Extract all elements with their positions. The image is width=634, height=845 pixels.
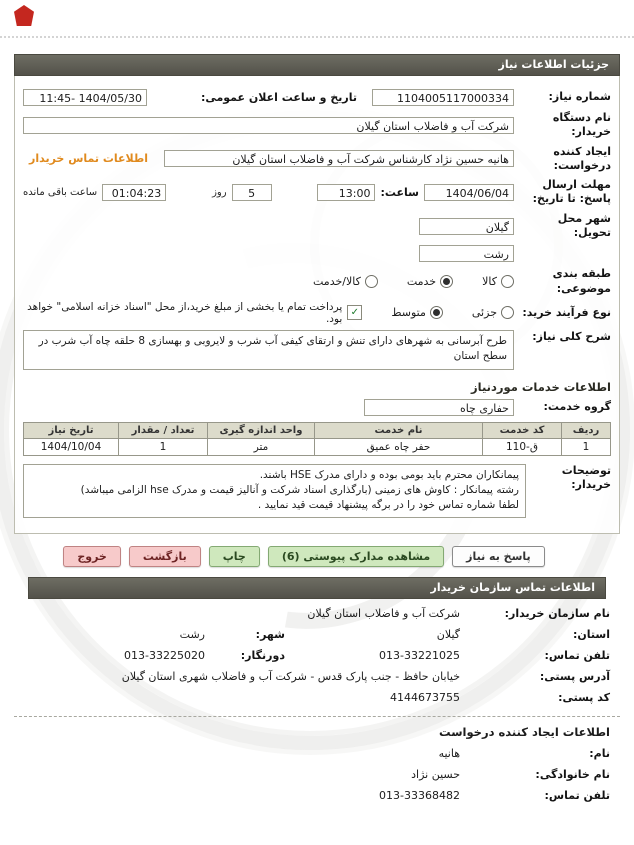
details-panel — [14, 76, 620, 534]
city-value: رشت — [179, 627, 205, 641]
radio-selected-icon — [430, 306, 443, 319]
announce-label: تاریخ و ساعت اعلان عمومی: — [200, 91, 357, 104]
row-last-name — [24, 768, 610, 781]
province-label: استان: — [573, 627, 610, 641]
row-deadline — [23, 178, 611, 207]
postal-code-label: کد پستی: — [558, 690, 610, 704]
city-label: شهر: — [255, 627, 285, 641]
exit-button[interactable]: خروج — [63, 546, 121, 567]
deadline-label: مهلت ارسال پاسخ: تا تاریخ: — [532, 178, 611, 206]
delivery-city-label: شهر محل تحویل: — [557, 211, 611, 240]
radio-goods-label: کالا — [482, 275, 497, 289]
col-code: کد خدمت — [483, 422, 562, 438]
row-province-city — [24, 628, 610, 641]
radio-medium[interactable] — [391, 306, 443, 319]
service-group-field[interactable]: حفاری چاه — [364, 399, 514, 416]
row-category — [23, 267, 611, 296]
col-quantity: تعداد / مقدار — [119, 422, 208, 438]
buyer-org-label: نام دستگاه خریدار: — [552, 111, 611, 139]
radio-goods-service-label: کالا/خدمت — [313, 275, 361, 289]
back-button[interactable]: بازگشت — [129, 546, 201, 567]
top-strip — [0, 0, 634, 38]
row-buyer-notes — [23, 464, 611, 518]
row-description — [23, 330, 611, 370]
cell-quantity: 1 — [119, 438, 208, 455]
creator-section-title: اطلاعات ایجاد کننده درخواست — [439, 724, 610, 739]
radio-icon — [365, 275, 378, 288]
action-buttons — [14, 546, 594, 567]
postal-code-value: 4144673755 — [390, 690, 460, 704]
radio-medium-label: متوسط — [391, 306, 426, 320]
note-line: پیمانکاران محترم باید بومی بوده و دارای مدرک HSE باشند. — [259, 468, 519, 481]
service-group-label: گروه خدمت: — [543, 400, 611, 414]
delivery-province-field[interactable]: گیلان — [419, 218, 514, 235]
buyer-contact-link[interactable]: اطلاعات تماس خریدار — [29, 152, 149, 166]
phone-label: تلفن تماس: — [544, 648, 610, 662]
treasury-checkbox[interactable] — [347, 305, 362, 320]
address-label: آدرس پستی: — [539, 669, 610, 683]
row-request-creator — [23, 145, 611, 174]
buyer-notes-field[interactable] — [23, 464, 526, 518]
row-address — [24, 670, 610, 683]
remaining-time-field[interactable]: 01:04:23 — [102, 184, 166, 201]
radio-goods[interactable] — [482, 275, 514, 288]
row-need-number — [23, 89, 611, 106]
cell-row: 1 — [562, 438, 611, 455]
request-creator-label: ایجاد کننده درخواست: — [553, 144, 611, 172]
deadline-time-field[interactable]: 13:00 — [317, 184, 375, 201]
section-title: جزئیات اطلاعات نیاز — [498, 58, 609, 71]
cell-date: 1404/10/04 — [24, 438, 119, 455]
address-value: خیابان حافظ - جنب پارک قدس - شرکت آب و فاضلاب شهری استان گیلان — [121, 669, 460, 683]
print-button[interactable]: چاپ — [209, 546, 260, 567]
creator-phone-value: 013-33368482 — [379, 788, 460, 802]
org-name-label: نام سازمان خریدار: — [504, 606, 610, 620]
radio-icon — [501, 275, 514, 288]
radio-selected-icon — [440, 275, 453, 288]
col-row: ردیف — [562, 422, 611, 438]
setad-logo-icon — [14, 5, 34, 26]
phone-value: 013-33221025 — [379, 648, 460, 662]
buyer-org-field[interactable]: شرکت آب و فاضلاب استان گیلان — [23, 117, 514, 134]
row-first-name — [24, 747, 610, 760]
creator-phone-label: تلفن تماس: — [544, 788, 610, 802]
section-header-details — [14, 54, 620, 76]
category-label: طبقه بندی موضوعی: — [552, 267, 611, 295]
divider — [14, 716, 620, 717]
remaining-days-label: روز — [212, 186, 227, 198]
fax-value: 013-33225020 — [124, 648, 205, 662]
first-name-value: هانیه — [438, 746, 460, 760]
process-type-label: نوع فرآیند خرید: — [522, 305, 611, 319]
fax-label: دورنگار: — [240, 648, 285, 662]
remaining-time-label: ساعت باقی مانده — [23, 186, 98, 198]
row-org-name — [24, 607, 610, 620]
row-service-group — [23, 399, 611, 416]
remaining-days-field[interactable]: 5 — [232, 184, 272, 201]
check-icon: ✓ — [350, 306, 360, 318]
row-phone-fax — [24, 649, 610, 662]
buyer-notes-label: توضیحات خریدار: — [561, 463, 611, 492]
radio-minor[interactable] — [472, 306, 514, 319]
last-name-value: حسین نژاد — [411, 767, 460, 781]
org-name-value: شرکت آب و فاضلاب استان گیلان — [307, 606, 460, 620]
row-process-type — [23, 301, 611, 325]
services-section-title: اطلاعات خدمات موردنیاز — [471, 379, 611, 394]
respond-button[interactable]: پاسخ به نیاز — [452, 546, 545, 567]
col-date: تاریخ نیاز — [24, 422, 119, 438]
province-value: گیلان — [436, 627, 460, 641]
attachments-button[interactable]: مشاهده مدارک پیوستی (6) — [268, 546, 444, 567]
delivery-city-field[interactable]: رشت — [419, 245, 514, 262]
first-name-label: نام: — [589, 746, 610, 760]
need-number-field[interactable]: 1104005117000334 — [372, 89, 514, 106]
cell-name: حفر چاه عمیق — [315, 438, 483, 455]
treasury-note: پرداخت تمام یا بخشی از مبلغ خرید،از محل "اسناد خزانه اسلامی" خواهد بود. — [27, 300, 343, 325]
row-buyer-org — [23, 111, 611, 140]
description-label: شرح کلی نیاز: — [532, 329, 611, 343]
row-delivery-city — [23, 245, 611, 262]
cell-unit: متر — [208, 438, 315, 455]
col-unit: واحد اندازه گیری — [208, 422, 315, 438]
section-header-buyer-contact — [28, 577, 606, 599]
deadline-date-field[interactable]: 1404/06/04 — [424, 184, 514, 201]
note-line: رشته پیمانکار : کاوش های زمینی (بارگذاری اسناد شرکت و آنالیز قیمت و مدرک hse الزامی میباشد) — [80, 483, 519, 496]
announce-datetime-field[interactable]: 1404/05/30 -11:45 — [23, 89, 147, 106]
col-name: نام خدمت — [315, 422, 483, 438]
last-name-label: نام خانوادگی: — [535, 767, 610, 781]
row-delivery-province — [23, 212, 611, 241]
radio-minor-label: جزئی — [471, 306, 497, 320]
radio-goods-service[interactable] — [313, 275, 378, 288]
description-field[interactable]: طرح آبرسانی به شهرهای دارای تنش و ارتقای کیفی آب شرب و لایروبی و بهسازی 8 حلقه چاه آب شرب در سطح استان — [23, 330, 514, 370]
cell-code: ق-110 — [483, 438, 562, 455]
row-postal-code — [24, 691, 610, 704]
request-creator-field[interactable]: هانیه حسین نژاد کارشناس شرکت آب و فاضلاب استان گیلان — [164, 150, 514, 167]
deadline-hour-label: ساعت: — [380, 185, 419, 199]
note-line: لطفا شماره تماس خود را در برگه پیشنهاد قیمت قید نمایید . — [257, 498, 519, 511]
row-creator-phone — [24, 789, 610, 802]
need-number-label: شماره نیاز: — [548, 90, 611, 104]
services-table — [23, 422, 611, 456]
radio-icon — [501, 306, 514, 319]
radio-service[interactable] — [407, 275, 453, 288]
services-table-header-row — [24, 422, 611, 438]
table-row[interactable] — [24, 438, 611, 455]
radio-service-label: خدمت — [406, 275, 437, 289]
section-title: اطلاعات تماس سازمان خریدار — [430, 580, 595, 594]
